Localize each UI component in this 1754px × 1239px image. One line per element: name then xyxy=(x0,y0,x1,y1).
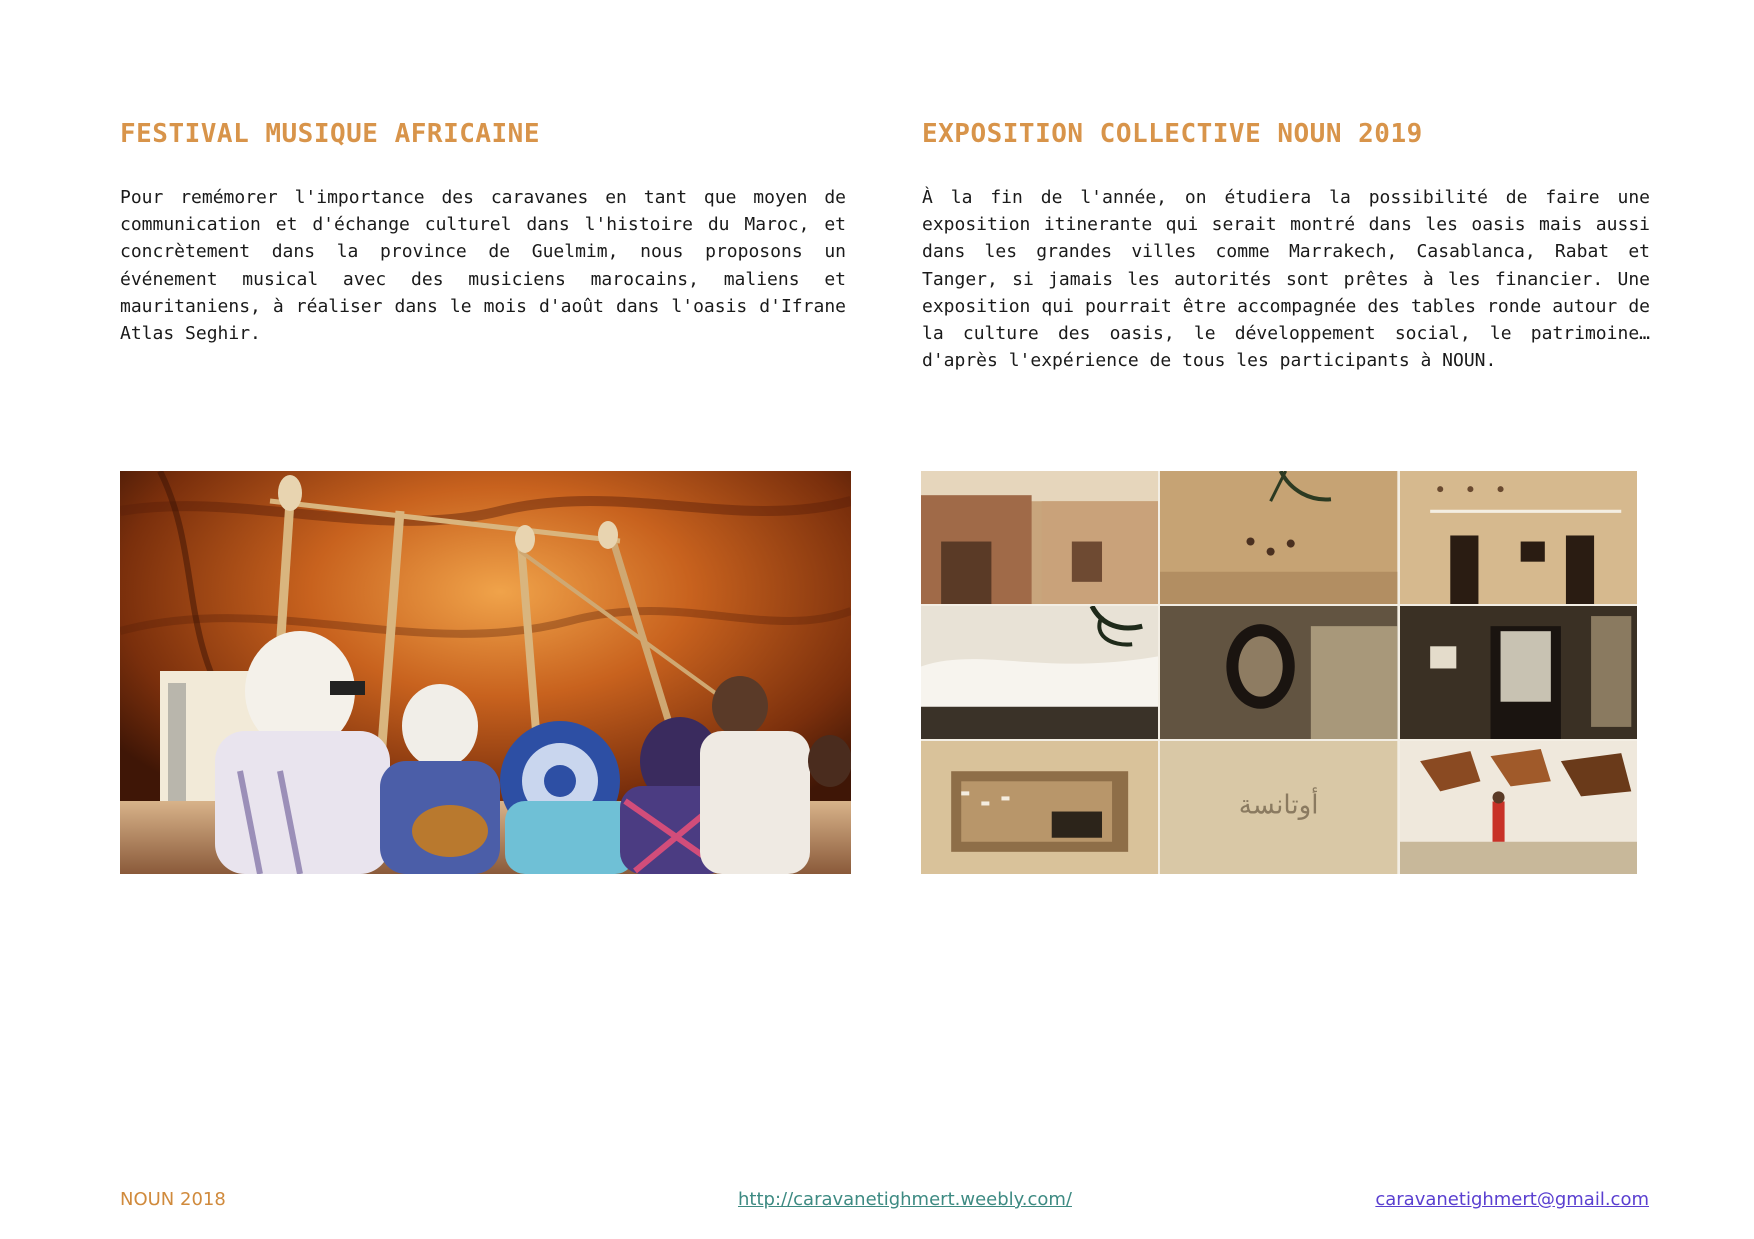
grid-photo-5 xyxy=(1160,606,1397,739)
grid-photo-7 xyxy=(921,741,1158,874)
festival-photo xyxy=(120,471,851,874)
grid-photo-2 xyxy=(1160,471,1397,604)
grid-photo-4 xyxy=(921,606,1158,739)
section-title-exposition: EXPOSITION COLLECTIVE NOUN 2019 xyxy=(922,119,1423,149)
grid-photo-9 xyxy=(1400,741,1637,874)
section-title-festival: FESTIVAL MUSIQUE AFRICAINE xyxy=(120,119,540,149)
website-link[interactable]: http://caravanetighmert.weebly.com/ xyxy=(738,1189,1072,1210)
tent-scene-image xyxy=(120,471,851,874)
grid-photo-6 xyxy=(1400,606,1637,739)
grid-photo-3 xyxy=(1400,471,1637,604)
grid-photo-1 xyxy=(921,471,1158,604)
grid-inscription-text: أوتانسة xyxy=(1239,790,1319,821)
exposition-photo-grid xyxy=(921,471,1637,874)
footer-project-label: NOUN 2018 xyxy=(120,1189,226,1210)
section-body-festival: Pour remémorer l'importance des caravanes en tant que moyen de communication et d'échange culturel dans l'histoire du Maroc, et concrètement dans la province de Guelmim, nous proposons un événement musical avec des musiciens marocains, maliens et mauritaniens, à réaliser dans le mois d'août dans l'oasis d'Ifrane Atlas Seghir. xyxy=(120,187,846,345)
grid-photo-8 xyxy=(1160,741,1397,874)
email-link[interactable]: caravanetighmert@gmail.com xyxy=(1375,1189,1649,1210)
section-body-exposition: À la fin de l'année, on étudiera la possibilité de faire une exposition itinerante qui serait montré dans les oasis mais aussi dans les grandes villes comme Marrakech, Casablanca, Rabat et Tanger, si jamais les autorités sont prêtes à les financier. Une exposition qui pourrait être accompagnée des tables ronde autour de la culture des oasis, le développement social, le patrimoine… d'après l'expérience de tous les participants à NOUN. xyxy=(922,187,1650,372)
